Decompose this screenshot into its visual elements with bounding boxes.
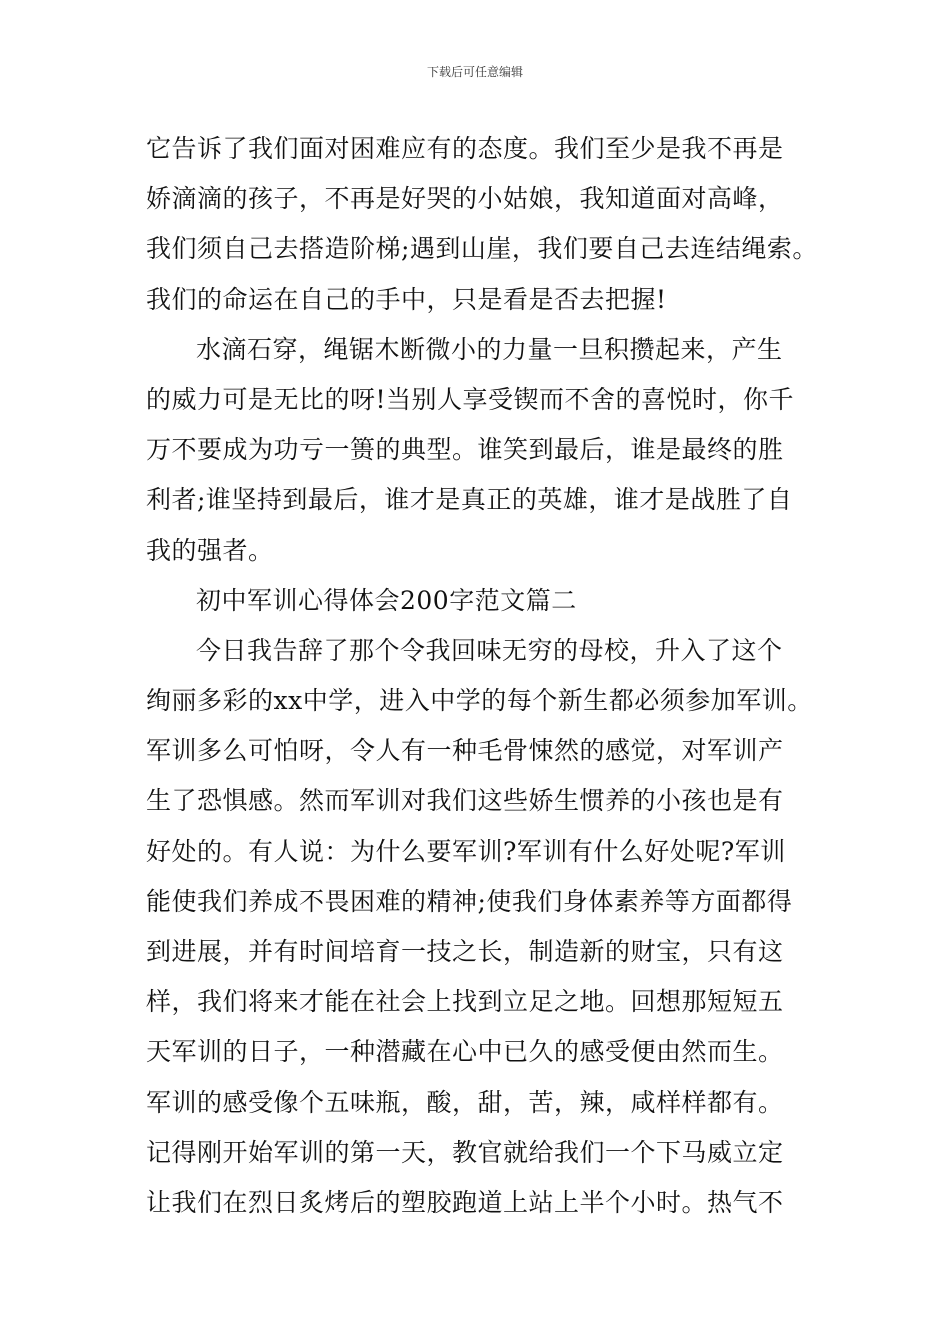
text-line: 样，我们将来才能在社会上找到立足之地。回想那短短五 [146, 987, 784, 1017]
text-line: 好处的。有人说：为什么要军训?军训有什么好处呢?军训 [146, 836, 786, 866]
paragraph-start-line: 水滴石穿，绳锯木断微小的力量一旦积攒起来，产生 [196, 334, 783, 364]
text-line: 天军训的日子，一种潜藏在心中已久的感受便由然而生。 [146, 1037, 784, 1067]
text-line: 我的强者。 [146, 535, 274, 565]
text-line: 让我们在烈日炙烤后的塑胶跑道上站上半个小时。热气不 [146, 1187, 784, 1217]
text-line: 万不要成为功亏一篑的典型。谁笑到最后，谁是最终的胜 [146, 435, 784, 465]
paragraph-start-line: 今日我告辞了那个令我回味无穷的母校，升入了这个 [196, 635, 783, 665]
text-line: 到进展，并有时间培育一技之长，制造新的财宝，只有这 [146, 937, 784, 966]
text-line: 军训多么可怕呀，令人有一种毛骨悚然的感觉，对军训产 [146, 736, 784, 766]
text-line: 能使我们养成不畏困难的精神;使我们身体素养等方面都得 [146, 886, 793, 916]
text-line: 利者;谁坚持到最后，谁才是真正的英雄，谁才是战胜了自 [146, 485, 793, 515]
text-line: 我们的命运在自己的手中，只是看是否去把握! [146, 284, 667, 314]
text-line: 的威力可是无比的呀!当别人享受锲而不舍的喜悦时，你千 [146, 384, 795, 414]
text-line: 绚丽多彩的xx中学，进入中学的每个新生都必须参加军训。 [146, 686, 813, 716]
text-line: 记得刚开始军训的第一天，教官就给我们一个下马威立定 [146, 1137, 784, 1167]
page-header: 下载后可任意编辑 [426, 65, 523, 79]
text-line: 军训的感受像个五味瓶，酸，甜，苦，辣，咸样样都有。 [146, 1087, 784, 1117]
text-line: 生了恐惧感。然而军训对我们这些娇生惯养的小孩也是有 [146, 786, 784, 816]
text-line: 娇滴滴的孩子，不再是好哭的小姑娘，我知道面对高峰， [146, 184, 784, 214]
text-line: 我们须自己去搭造阶梯;遇到山崖，我们要自己去连结绳索。 [146, 234, 818, 264]
text-line: 它告诉了我们面对困难应有的态度。我们至少是我不再是 [146, 134, 784, 163]
document-body [146, 124, 826, 1228]
section-heading: 初中军训心得体会200字范文篇二 [196, 585, 577, 615]
